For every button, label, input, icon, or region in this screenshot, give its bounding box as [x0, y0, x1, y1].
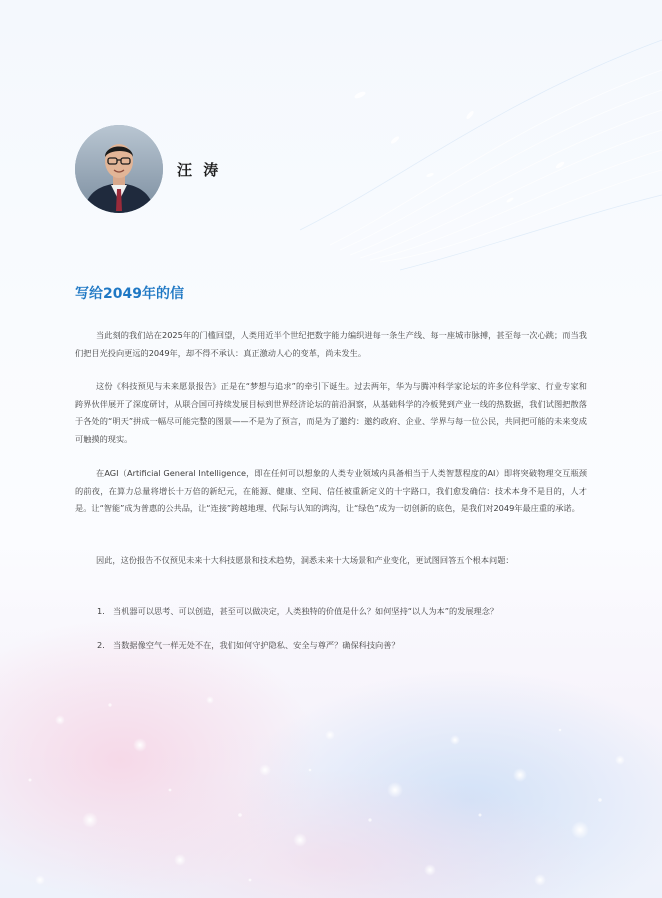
paragraph-2: 这份《科技预见与未来愿景报告》正是在“梦想与追求”的牵引下诞生。过去两年，华为与腾冲科学家论坛的许多位科学家、行业专家和跨界伙伴展开了深度研讨，从联合国可持续发展目标到世界经济论坛的前沿洞察，从基础科学的冷板凳到产业一线的热数据，我们试图把散落于各处的“明天”拼成一幅尽可能完整的图景——不是为了预言，而是为了邀约：邀约政府、企业、学界与每一位公民，共同把可能的未来变成可触摸的现实。 [75, 381, 587, 444]
question-text: 当机器可以思考、可以创造，甚至可以做决定，人类独特的价值是什么？如何坚持“以人为本”的发展理念？ [113, 606, 499, 616]
question-item [97, 637, 587, 654]
author-name: 汪 涛 [177, 161, 222, 179]
paragraph-1: 当此刻的我们站在2025年的门槛回望，人类用近半个世纪把数字能力编织进每一条生产线、每一座城市脉搏，甚至每一次心跳；而当我们把目光投向更远的2049年，却不得不承认：真正激动人心的变革，尚未发生。 [75, 330, 587, 358]
letter-title: 写给2049年的信 [75, 286, 184, 302]
question-text: 当数据像空气一样无处不在，我们如何守护隐私、安全与尊严？确保科技向善？ [113, 640, 400, 650]
avatar-photo [75, 125, 163, 213]
question-item [97, 603, 587, 620]
paragraph-3: 在AGI（Artificial General Intelligence，即在任何可以想象的人类专业领域内具备相当于人类智慧程度的AI）即将突破物理交互瓶颈的前夜，在算力总量将增长十万倍的新纪元，在能源、健康、空间、信任被重新定义的十字路口，我们愈发确信：技术本身不是目的，人才是。让“智能”成为普惠的公共品，让“连接”跨越地理、代际与认知的鸿沟，让“绿色”成为一切创新的底色，是我们对2049年最庄重的承诺。 [75, 468, 587, 514]
question-number: 2. [97, 640, 105, 650]
avatar [75, 125, 163, 213]
paragraph-4: 因此，这份报告不仅预见未来十大科技愿景和技术趋势，洞悉未来十大场景和产业变化，更试图回答五个根本问题： [96, 555, 514, 565]
question-number: 1. [97, 606, 105, 616]
